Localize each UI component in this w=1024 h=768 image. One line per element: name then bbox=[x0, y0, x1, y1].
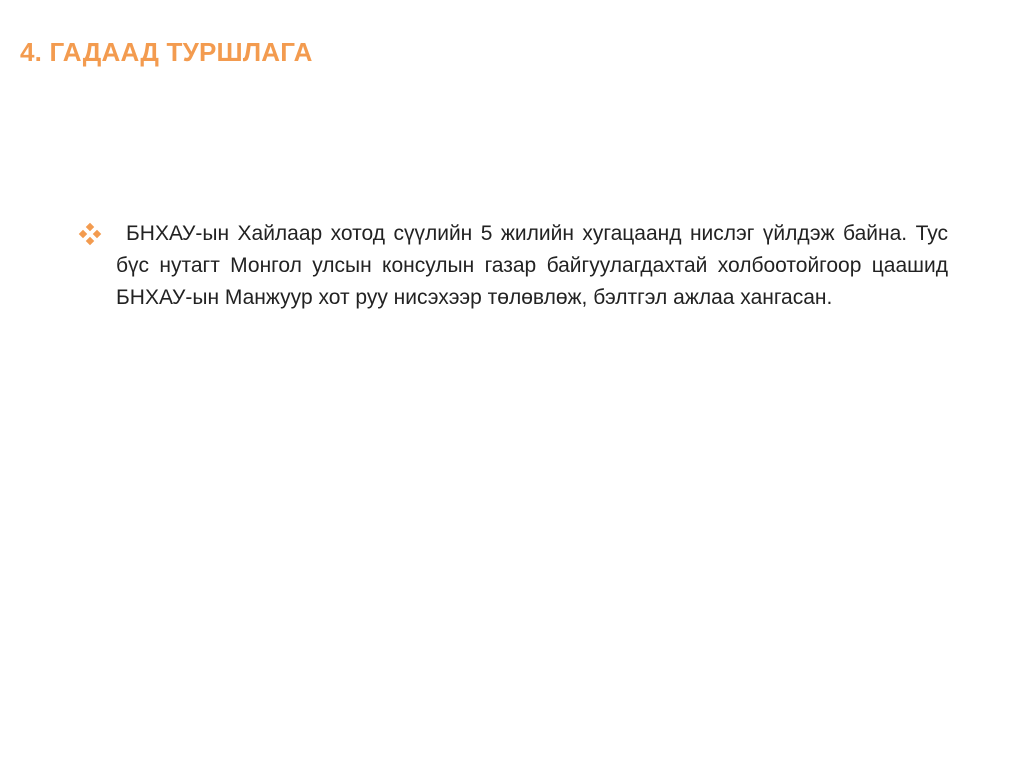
diamond-bullet-icon bbox=[78, 222, 102, 246]
bullet-text: БНХАУ-ын Хайлаар хотод сүүлийн 5 жилийн хугацаанд нислэг үйлдэж байна. Тус бүс нутагт Монгол улсын консулын газар байгуулагдахтай холбоотойгоор цаашид БНХАУ-ын Манжуур хот руу нисэхээр төлөвлөж, бэлтгэл ажлаа хангасан. bbox=[116, 222, 948, 309]
bullet-item bbox=[78, 218, 948, 314]
slide-title: 4. ГАДААД ТУРШЛАГА bbox=[20, 37, 313, 67]
diamond-bullet-icon-graphic bbox=[78, 222, 102, 246]
